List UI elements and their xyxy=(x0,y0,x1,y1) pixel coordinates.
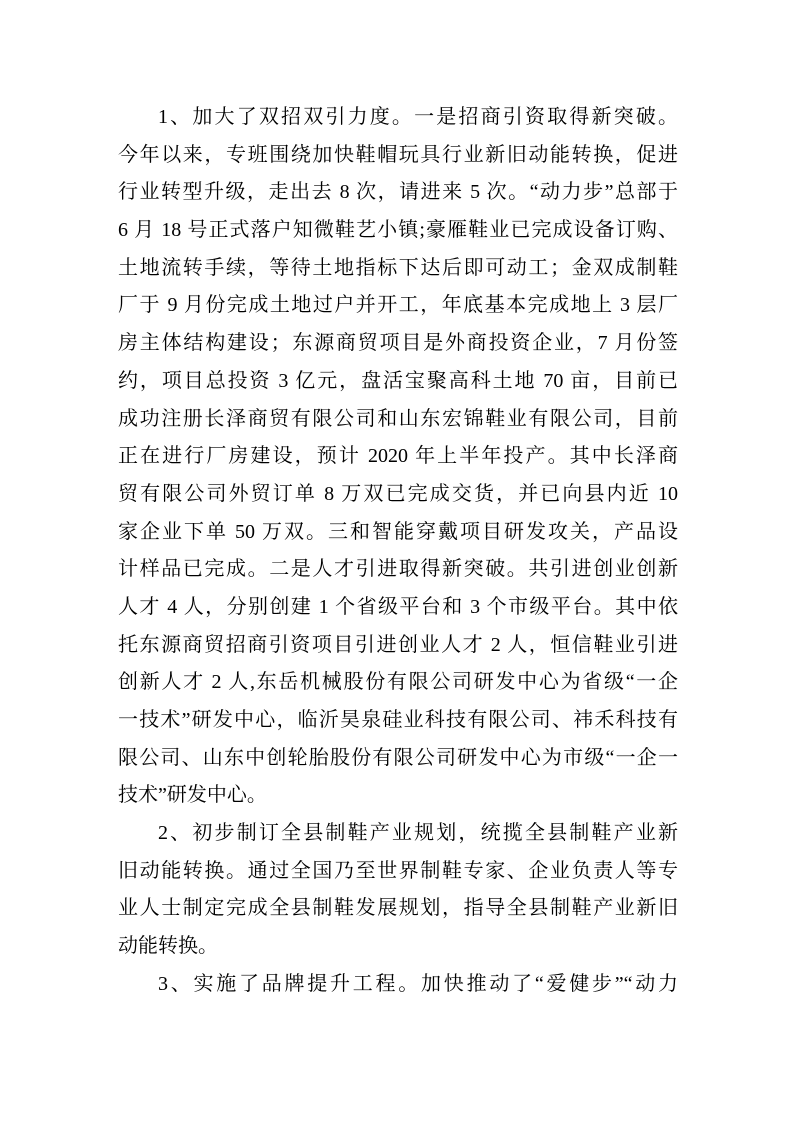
text-line: 贸有限公司外贸订单 8 万双已完成交货，并已向县内近 10 xyxy=(118,482,678,505)
text-line: 家企业下单 50 万双。三和智能穿戴项目研发攻关，产品设 xyxy=(118,520,678,543)
text-line: 约，项目总投资 3 亿元，盘活宝聚高科土地 70 亩，目前已 xyxy=(118,369,678,392)
text-line: 正在进行厂房建设，预计 2020 年上半年投产。其中长泽商 xyxy=(118,445,678,468)
text-line: 今年以来，专班围绕加快鞋帽玩具行业新旧动能转换，促进 xyxy=(118,143,678,166)
text-line: 托东源商贸招商引资项目引进创业人才 2 人，恒信鞋业引进 xyxy=(118,633,678,656)
text-line: 厂于 9 月份完成土地过户并开工，年底基本完成地上 3 层厂 xyxy=(118,294,678,317)
paragraph xyxy=(118,99,678,815)
document-body xyxy=(118,99,678,1004)
text-line: 限公司、山东中创轮胎股份有限公司研发中心为市级“一企一 xyxy=(118,746,678,769)
text-line: 旧动能转换。通过全国乃至世界制鞋专家、企业负责人等专 xyxy=(118,859,678,882)
paragraph xyxy=(118,815,678,966)
text-line: 人才 4 人，分别创建 1 个省级平台和 3 个市级平台。其中依 xyxy=(118,595,678,618)
text-line: 2、初步制订全县制鞋产业规划，统揽全县制鞋产业新 xyxy=(158,822,678,845)
paragraph xyxy=(118,966,678,1004)
text-line: 成功注册长泽商贸有限公司和山东宏锦鞋业有限公司，目前 xyxy=(118,407,678,430)
text-line: 3、实施了品牌提升工程。加快推动了“爱健步”“动力 xyxy=(158,972,678,995)
text-line: 业人士制定完成全县制鞋发展规划，指导全县制鞋产业新旧 xyxy=(118,897,678,920)
text-line: 行业转型升级，走出去 8 次，请进来 5 次。“动力步”总部于 xyxy=(118,181,678,204)
text-line: 计样品已完成。二是人才引进取得新突破。共引进创业创新 xyxy=(118,558,678,581)
text-line: 房主体结构建设；东源商贸项目是外商投资企业，7 月份签 xyxy=(118,332,678,355)
text-line: 一技术”研发中心，临沂昊泉硅业科技有限公司、祎禾科技有 xyxy=(118,709,678,731)
text-line: 技术”研发中心。 xyxy=(118,784,267,807)
text-line: 1、加大了双招双引力度。一是招商引资取得新突破。 xyxy=(158,106,678,128)
text-line: 土地流转手续，等待土地指标下达后即可动工；金双成制鞋 xyxy=(118,256,678,279)
text-line: 创新人才 2 人,东岳机械股份有限公司研发中心为省级“一企 xyxy=(118,671,678,694)
text-line: 6 月 18 号正式落户知微鞋艺小镇;豪雁鞋业已完成设备订购、 xyxy=(118,219,678,242)
text-line: 动能转换。 xyxy=(118,935,218,958)
